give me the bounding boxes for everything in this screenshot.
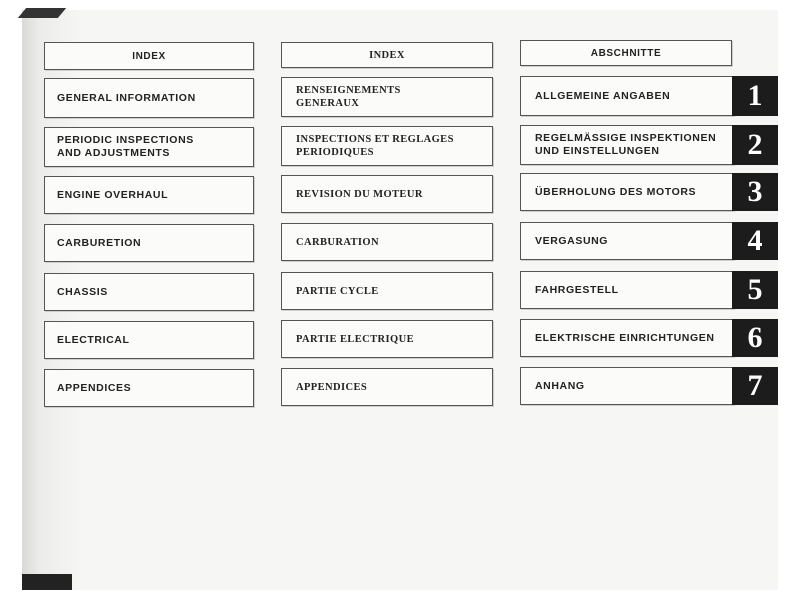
section-tab-4[interactable]: 4: [732, 222, 778, 260]
section-tab-7[interactable]: 7: [732, 367, 778, 405]
french-index-header: INDEX: [281, 42, 493, 68]
german-entry-vergasung[interactable]: VERGASUNG: [520, 222, 734, 260]
english-entry-carburetion[interactable]: CARBURETION: [44, 224, 254, 262]
section-tab-3[interactable]: 3: [732, 173, 778, 211]
section-tab-5[interactable]: 5: [732, 271, 778, 309]
english-entry-electrical[interactable]: ELECTRICAL: [44, 321, 254, 359]
page-edge-shadow-top: [18, 8, 66, 18]
french-entry-partie-electrique[interactable]: PARTIE ELECTRIQUE: [281, 320, 493, 358]
english-index-header: INDEX: [44, 42, 254, 70]
english-entry-engine-overhaul[interactable]: ENGINE OVERHAUL: [44, 176, 254, 214]
french-entry-revision-moteur[interactable]: REVISION DU MOTEUR: [281, 175, 493, 213]
english-entry-periodic-inspections[interactable]: PERIODIC INSPECTIONS AND ADJUSTMENTS: [44, 127, 254, 167]
german-entry-allgemeine-angaben[interactable]: ALLGEMEINE ANGABEN: [520, 76, 734, 116]
english-entry-chassis[interactable]: CHASSIS: [44, 273, 254, 311]
german-entry-ueberholung-motors[interactable]: ÜBERHOLUNG DES MOTORS: [520, 173, 734, 211]
english-entry-general-information[interactable]: GENERAL INFORMATION: [44, 78, 254, 118]
section-tab-6[interactable]: 6: [732, 319, 778, 357]
page-edge-shadow-bottom: [22, 574, 72, 590]
english-entry-appendices[interactable]: APPENDICES: [44, 369, 254, 407]
section-tab-1[interactable]: 1: [732, 76, 778, 116]
section-tab-2[interactable]: 2: [732, 125, 778, 165]
french-entry-renseignements-generaux[interactable]: RENSEIGNEMENTS GENERAUX: [281, 77, 493, 117]
french-entry-inspections-reglages[interactable]: INSPECTIONS ET REGLAGES PERIODIQUES: [281, 126, 493, 166]
french-entry-partie-cycle[interactable]: PARTIE CYCLE: [281, 272, 493, 310]
french-entry-carburation[interactable]: CARBURATION: [281, 223, 493, 261]
german-entry-elektrische-einrichtungen[interactable]: ELEKTRISCHE EINRICHTUNGEN: [520, 319, 734, 357]
german-entry-regelmaessige-inspektionen[interactable]: REGELMÄSSIGE INSPEKTIONEN UND EINSTELLUNGEN: [520, 125, 734, 165]
french-entry-appendices[interactable]: APPENDICES: [281, 368, 493, 406]
german-entry-fahrgestell[interactable]: FAHRGESTELL: [520, 271, 734, 309]
german-entry-anhang[interactable]: ANHANG: [520, 367, 734, 405]
german-abschnitte-header: ABSCHNITTE: [520, 40, 732, 66]
